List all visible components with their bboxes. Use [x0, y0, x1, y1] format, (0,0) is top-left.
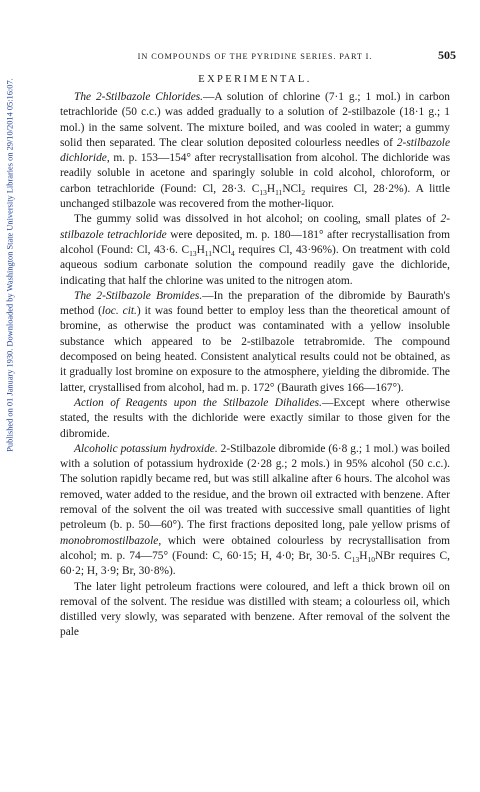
italic-text: 2-stilbazole tetrachloride	[60, 213, 450, 241]
section-heading: EXPERIMENTAL.	[198, 74, 312, 85]
page-number: 505	[438, 48, 456, 62]
text-run: —A solution of chlorine (7·1 g.; 1 mol.) in carbon tetrachloride (50 c.c.) was added gradually to a solution of 2-stilbazole (18·1 g.; 1 mol.) in the same solvent. The mixture boiled, and was cooled in water; a gummy solid then separated. The clear solution deposited colourless needles of	[60, 91, 450, 149]
running-head-title: IN COMPOUNDS OF THE PYRIDINE SERIES. PART I.	[137, 52, 373, 61]
italic-text: loc. cit.	[101, 305, 137, 318]
text-run: NBr requires C, 60·2; H, 3·9; Br, 30·8%).	[60, 549, 451, 578]
text-run: requires Cl, 28·2%). A little unchanged stilbazole was recovered from the mother-liquor.	[60, 182, 450, 211]
italic-text: The 2-Stilbazole Chlorides.	[74, 91, 204, 103]
formula-subscript: 2	[301, 187, 306, 197]
formula-subscript: 4	[231, 248, 235, 258]
paragraph	[60, 212, 450, 288]
article-body	[60, 90, 450, 641]
text-run: NCl	[282, 182, 302, 195]
text-run: H	[359, 549, 368, 562]
formula-subscript: 13	[189, 248, 197, 258]
italic-text: monobromostilbazole	[60, 534, 159, 547]
italic-text: Alcoholic potassium hydroxide.	[74, 442, 218, 455]
text-run: 2-Stilbazole dibromide (6·8 g.; 1 mol.) was boiled with a solution of potassium hydroxide (2·28 g.; 2 mols.) in 95% alcohol (50 c.c.). The solution rapidly became red, but was still alkaline after 6 hours. The alcohol was removed, water added to the residue, and the brown oil extracted with benzene. After removal of the solvent the oil was treated with successive small quantities of light petroleum (b. p. 50—60°). The first fractions deposited long, pale yellow prisms of	[60, 442, 450, 532]
italic-text: The 2-Stilbazole Bromides.	[74, 289, 203, 302]
download-notice-text: Published on 01 January 1930. Downloaded by Washington State University Libraries on 29/10/2014 05:16:07.	[5, 78, 15, 452]
text-run: H	[196, 243, 205, 256]
text-run: The later light petroleum fractions were coloured, and left a thick brown oil on removal of the solvent. The residue was distilled with steam; a colourless oil, which distilled very slowly, was separated with benzene. After removal of the solvent the pale	[60, 580, 450, 639]
formula-subscript: 10	[367, 554, 376, 564]
text-run: requires Cl, 43·96%). On treatment with cold aqueous sodium carbonate solution the compound readily gave the dichloride, indicating that half the chlorine was united to the nitrogen atom.	[60, 243, 450, 287]
journal-page	[60, 48, 456, 641]
text-run: , m. p. 153—154° after recrystallisation from alcohol. The dichloride was readily soluble in acetone and sparingly soluble in cold alcohol, chloroform, or carbon tetrachloride (Found: Cl, 28·3. C	[60, 152, 450, 195]
running-head	[60, 48, 456, 66]
paragraph	[60, 580, 450, 641]
download-notice	[3, 25, 17, 505]
paragraph	[60, 442, 450, 580]
text-run: —In the preparation of the dibromide by Baurath's method (	[60, 289, 450, 318]
text-run: were deposited, m. p. 180—181° after recrystallisation from alcohol (Found: Cl, 43·6. C	[60, 228, 450, 256]
formula-subscript: 13	[259, 187, 267, 197]
text-run: , which were obtained colourless by recrystallisation from alcohol; m. p. 74—75° (Found: C, 60·15; H, 4·0; Br, 30·5. C	[60, 534, 450, 562]
italic-text: Action of Reagents upon the Stilbazole Dihalides.	[74, 396, 322, 409]
text-run: NCl	[212, 243, 232, 256]
formula-subscript: 11	[204, 248, 213, 258]
text-run: —Except where otherwise stated, the results with the dichloride were exactly similar to those given for the dibromide.	[60, 396, 450, 440]
text-run: ) it was found better to employ less than the theoretical amount of bromine, as otherwise the product was contaminated with a yellow insoluble substance which appeared to be 2-stilbazole tetrabromide. The compound decomposed on being heated. Consistent analytical results could not be obtained, as it gradually lost bromine on exposure to the atmosphere, yielding the dibromide. The latter, crystallised from alcohol, had m. p. 172° (Baurath gives 166—167°).	[60, 305, 450, 394]
text-run: The gummy solid was dissolved in hot alcohol; on cooling, small plates of	[74, 213, 441, 226]
text-run: H	[266, 182, 276, 195]
paragraph	[60, 90, 450, 212]
formula-subscript: 13	[351, 554, 360, 564]
paragraph	[60, 289, 450, 396]
italic-text: 2-stilbazole dichloride	[60, 136, 450, 165]
paragraph	[60, 396, 450, 442]
formula-subscript: 11	[275, 187, 283, 197]
